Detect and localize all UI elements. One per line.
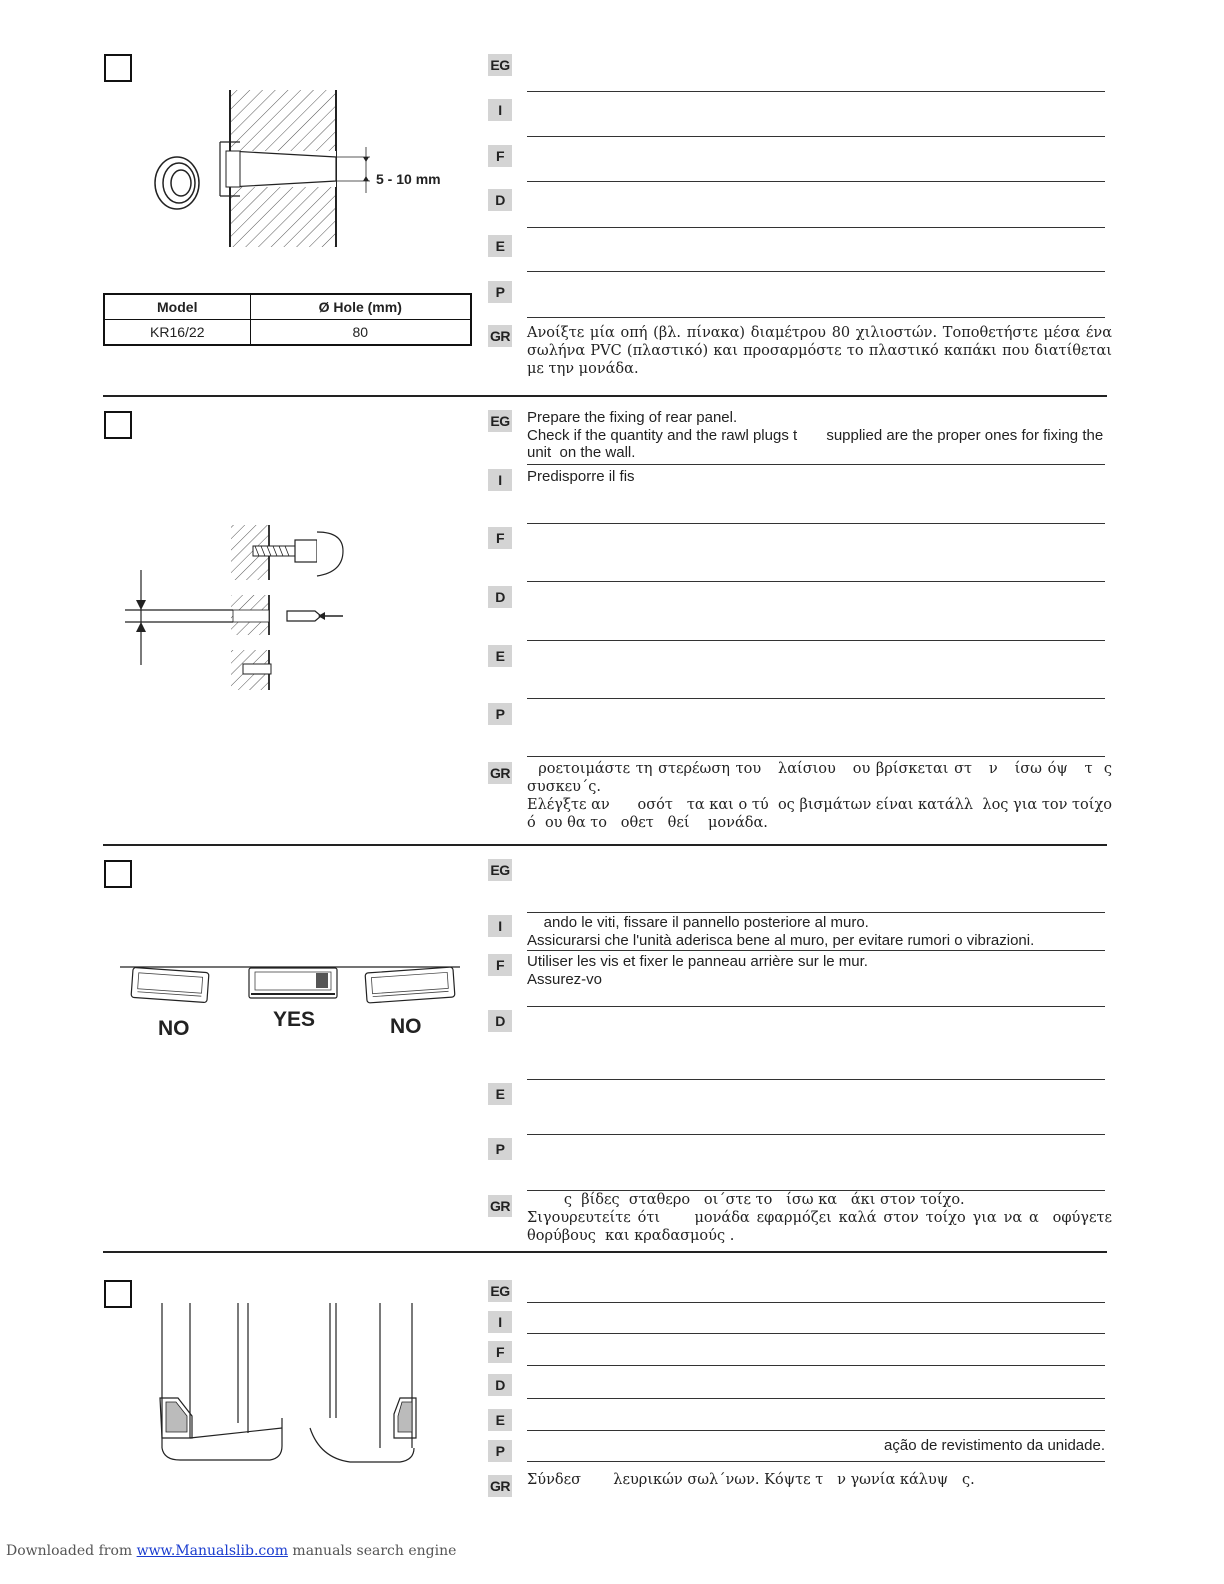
text-rule: [527, 271, 1105, 272]
instruction-text-gr: Ανοίξτε μία οπή (βλ. πίνακα) διαμέτρου 80 χιλιοστών. Τοποθετήστε μέσα ένα σωλήνα PVC (πλαστικό) και προσαρμόστε το πλαστικό καπάκι που διατίθεται με την μονάδα.: [527, 325, 1117, 377]
label-no-right: NO: [390, 1015, 422, 1038]
lang-badge-f: F: [488, 954, 512, 976]
lang-badge-gr: GR: [488, 762, 512, 784]
download-footer: [6, 1543, 456, 1559]
lang-badge-eg: EG: [488, 54, 512, 76]
text-rule: [527, 1006, 1105, 1007]
lang-badge-d: D: [488, 189, 512, 211]
lang-badge-e: E: [488, 1409, 512, 1431]
text-rule: [527, 91, 1105, 92]
instruction-text-gr: ροετοιμάστε τη στερέωση του λαίσιου ου βρίσκεται στ ν ίσω όψ τ ς συσκευ΄ς. Ελέγξτε αν οσότ τα και ο τύ ος βισμάτων είναι κατάλλ λος για τον τοίχο ό ου θα το οθετ θεί μονάδα.: [527, 761, 1112, 831]
lang-badge-gr: GR: [488, 325, 512, 347]
text-rule: [527, 1302, 1105, 1303]
step-number-box-4: [104, 1280, 132, 1308]
text-rule: [527, 756, 1105, 757]
lang-badge-d: D: [488, 586, 512, 608]
lang-badge-e: E: [488, 1083, 512, 1105]
instruction-text-f: Utiliser les vis et fixer le panneau arrière sur le mur. Assurez-vo: [527, 953, 868, 988]
lang-badge-i: I: [488, 469, 512, 491]
drill-plug-diagram: [125, 520, 355, 695]
lang-badge-eg: EG: [488, 859, 512, 881]
label-yes: YES: [273, 1008, 316, 1031]
lang-badge-i: I: [488, 915, 512, 937]
lang-badge-i: I: [488, 99, 512, 121]
table-cell-hole: 80: [250, 320, 471, 346]
lang-badge-p: P: [488, 281, 512, 303]
lang-badge-f: F: [488, 1341, 512, 1363]
text-rule: [527, 1333, 1105, 1334]
step-number-box-3: [104, 860, 132, 888]
text-rule: [527, 464, 1105, 465]
lang-badge-eg: EG: [488, 410, 512, 432]
section-divider: [103, 844, 1107, 846]
step-number-box-1: [104, 54, 132, 82]
lang-badge-eg: EG: [488, 1280, 512, 1302]
lang-badge-p: P: [488, 703, 512, 725]
lang-badge-d: D: [488, 1374, 512, 1396]
unit-alignment-diagram: [120, 960, 465, 1010]
text-rule: [527, 640, 1105, 641]
footer-prefix: Downloaded from: [6, 1543, 137, 1559]
lang-badge-e: E: [488, 645, 512, 667]
text-rule: [527, 1365, 1105, 1366]
lang-badge-gr: GR: [488, 1475, 512, 1497]
table-cell-model: KR16/22: [104, 320, 250, 346]
text-rule: [527, 523, 1105, 524]
manualslib-link[interactable]: www.Manualslib.com: [136, 1543, 288, 1559]
instruction-text-p: ação de revistimento da unidade.: [884, 1437, 1105, 1454]
text-rule: [527, 1398, 1105, 1399]
text-rule: [527, 317, 1105, 318]
section-divider: [103, 1251, 1107, 1253]
lang-badge-d: D: [488, 1010, 512, 1032]
wall-hole-diagram: [140, 85, 480, 255]
label-no-left: NO: [158, 1017, 190, 1040]
lang-badge-f: F: [488, 527, 512, 549]
footer-suffix: manuals search engine: [287, 1543, 457, 1559]
text-rule: [527, 1461, 1105, 1462]
text-rule: [527, 1079, 1105, 1080]
lang-badge-p: P: [488, 1138, 512, 1160]
instruction-text-eg: Prepare the fixing of rear panel. Check if the quantity and the rawl plugs t supplied are the proper ones for fixing the unit on the wall.: [527, 409, 1104, 461]
table-header-model: Model: [104, 294, 250, 320]
instruction-text-i: ando le viti, fissare il pannello posteriore al muro. Assicurarsi che l'unità aderisca bene al muro, per evitare rumori o vibrazioni.: [527, 914, 1035, 949]
lang-badge-e: E: [488, 235, 512, 257]
lang-badge-f: F: [488, 145, 512, 167]
instruction-text-i: Predisporre il fis: [527, 468, 635, 485]
text-rule: [527, 227, 1105, 228]
instruction-text-gr: Σύνδεσ λευρικών σωλ΄νων. Κόψτε τ ν γωνία κάλυψ ς.: [527, 1472, 975, 1488]
text-rule: [527, 698, 1105, 699]
step-number-box-2: [104, 411, 132, 439]
text-rule: [527, 136, 1105, 137]
lang-badge-i: I: [488, 1311, 512, 1333]
side-panel-cut-diagram: [150, 1298, 425, 1473]
text-rule: [527, 1430, 1105, 1431]
lang-badge-gr: GR: [488, 1195, 512, 1217]
table-row: [104, 320, 471, 346]
text-rule: [527, 581, 1105, 582]
text-rule: [527, 912, 1105, 913]
text-rule: [527, 1134, 1105, 1135]
dimension-label: 5 - 10 mm: [376, 171, 441, 187]
lang-badge-p: P: [488, 1440, 512, 1462]
section-divider: [103, 395, 1107, 397]
instruction-text-gr: ς βίδες σταθερο οι΄στε το ίσω κα άκι στον τοίχο. Σιγουρευτείτε ότι μονάδα εφαρμόζει καλά στον τοίχο για να α οφύγετε θορύβους και κραδασμούς .: [527, 1192, 1112, 1244]
text-rule: [527, 181, 1105, 182]
table-header-hole: Ø Hole (mm): [250, 294, 471, 320]
model-hole-table: [103, 293, 472, 346]
text-rule: [527, 950, 1105, 951]
